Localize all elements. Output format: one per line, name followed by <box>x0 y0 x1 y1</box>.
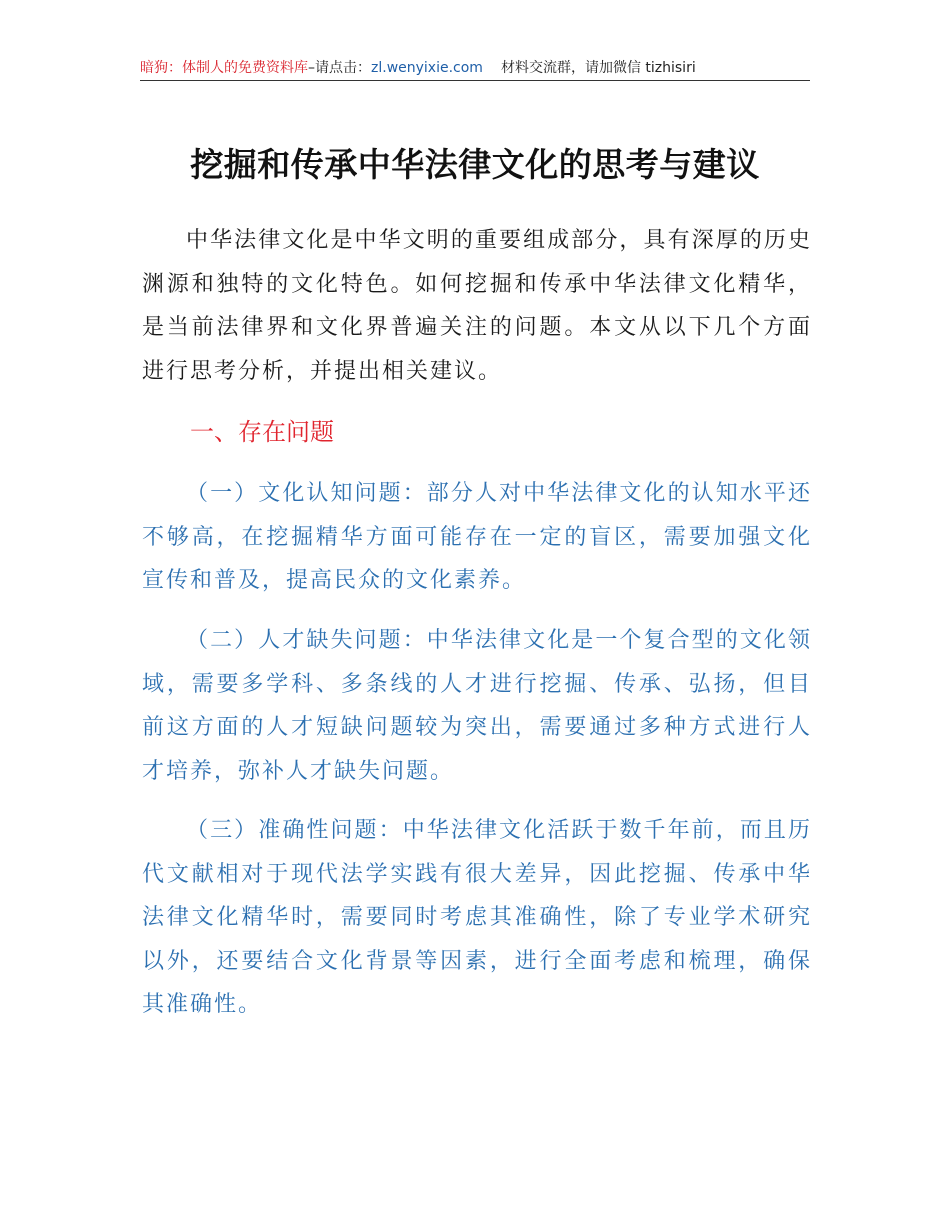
header-contact: 材料交流群，请加微信 tizhisiri <box>500 60 696 76</box>
header-divider <box>140 80 810 81</box>
point-paragraph-2: （二）人才缺失问题：中华法律文化是一个复合型的文化领域，需要多学科、多条线的人才进行挖掘、传承、弘扬，但目前这方面的人才短缺问题较为突出，需要通过多种方式进行人才培养，弥补人才缺失问题。 <box>142 628 812 784</box>
document-title: 挖掘和传承中华法律文化的思考与建议 <box>190 145 760 184</box>
header-brand: 暗狗：体制人的免费资料库 <box>140 60 308 76</box>
header-url-link[interactable]: zl.wenyixie.com <box>371 60 483 76</box>
section-heading: 一、存在问题 <box>190 418 334 446</box>
point-paragraph-1: （一）文化认知问题：部分人对中华法律文化的认知水平还不够高，在挖掘精华方面可能存在一定的盲区，需要加强文化宣传和普及，提高民众的文化素养。 <box>142 481 812 593</box>
point-paragraph-3: （三）准确性问题：中华法律文化活跃于数千年前，而且历代文献相对于现代法学实践有很大差异，因此挖掘、传承中华法律文化精华时，需要同时考虑其准确性，除了专业学术研究以外，还要结合文化背景等因素，进行全面考虑和梳理，确保其准确性。 <box>142 818 812 1017</box>
page-header <box>140 58 810 78</box>
header-click-prompt: –请点击： <box>308 60 371 76</box>
intro-paragraph: 中华法律文化是中华文明的重要组成部分，具有深厚的历史渊源和独特的文化特色。如何挖掘和传承中华法律文化精华，是当前法律界和文化界普遍关注的问题。本文从以下几个方面进行思考分析，并提出相关建议。 <box>142 228 812 384</box>
